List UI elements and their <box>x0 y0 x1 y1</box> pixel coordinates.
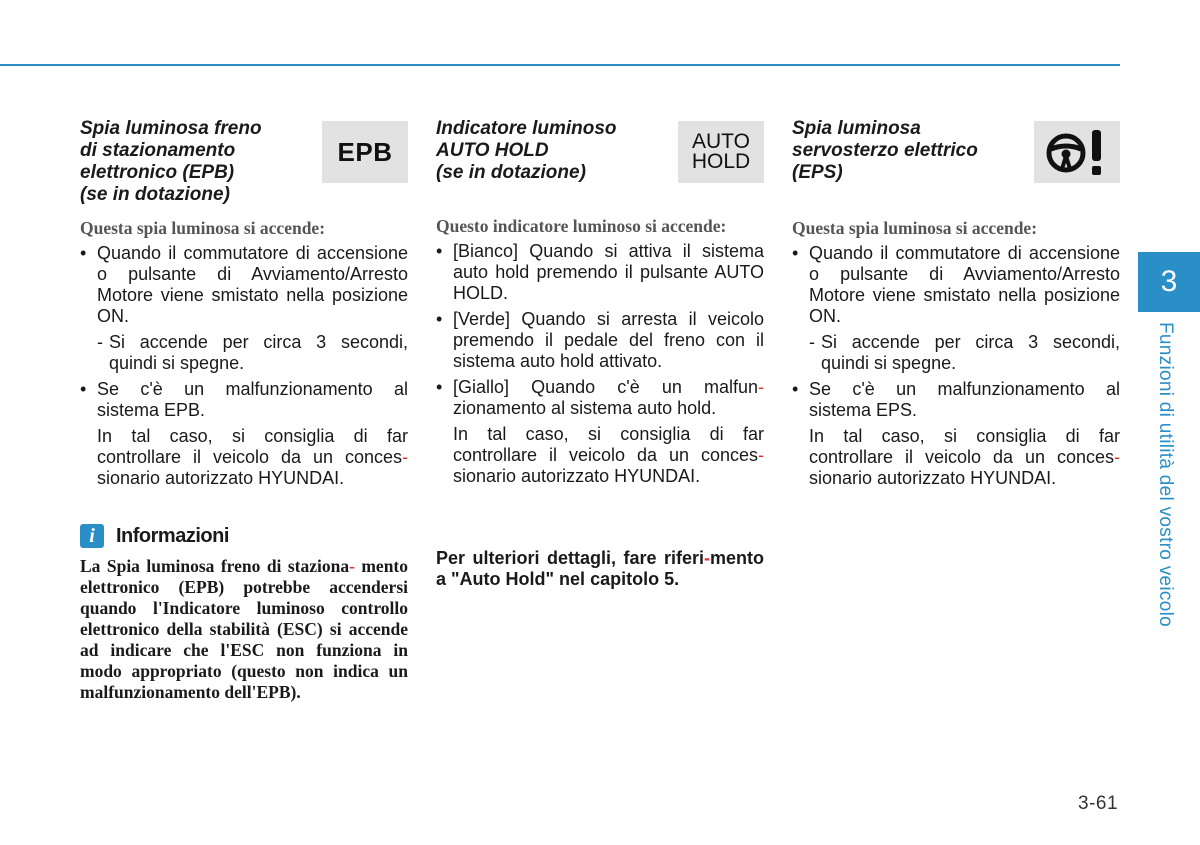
list-item <box>436 241 764 304</box>
info-heading <box>80 523 229 549</box>
auto-hold-indicator-icon <box>678 121 764 183</box>
section-heading-epb <box>80 118 305 206</box>
reference-note <box>436 548 764 590</box>
advice-paragraph <box>80 426 408 489</box>
heading-line: elettronico (EPB) <box>80 162 235 183</box>
sub-item <box>80 332 408 374</box>
bullet-icon: • <box>436 377 443 397</box>
heading-line: servosterzo elettrico <box>792 140 978 161</box>
lead-text: Questo indicatore luminoso si accende: <box>436 216 727 236</box>
heading-line: (se in dotazione) <box>436 162 586 183</box>
dash-icon: - <box>809 332 815 352</box>
heading-line: di stazionamento <box>80 140 236 161</box>
list-item-text: Se c'è un malfunzionamento al sistema EPB. <box>97 379 408 420</box>
dash-icon: - <box>97 332 103 352</box>
section-heading-eps <box>792 118 1017 184</box>
heading-line: Indicatore luminoso <box>436 118 617 139</box>
bullet-icon: • <box>792 379 799 399</box>
list-item-text: [Bianco] Quando si attiva il sistema auto hold premendo il pulsante AUTO HOLD. <box>453 241 764 303</box>
list-item-text: [Verde] Quando si arresta il veicolo premendo il pedale del freno con il sistema auto hold attivato. <box>453 309 764 371</box>
note-text: Per ulteriori dettagli, fare riferi <box>436 548 704 568</box>
heading-line: Spia luminosa freno <box>80 118 262 139</box>
steering-wheel-exclamation-icon <box>1042 126 1112 178</box>
heading-line: (se in dotazione) <box>80 184 230 205</box>
advice-text: sionario autorizzato HYUNDAI. <box>809 468 1057 488</box>
hyphen-mark: - <box>349 556 355 576</box>
icon-line: HOLD <box>691 150 751 173</box>
list-item <box>792 243 1120 327</box>
list-item <box>436 309 764 372</box>
sub-item-text: Si accende per circa 3 secondi, quindi si spegne. <box>109 332 408 373</box>
heading-line: AUTO HOLD <box>436 140 549 161</box>
hyphen-mark: - <box>758 377 764 397</box>
advice-text: sionario autorizzato HYUNDAI. <box>97 468 345 488</box>
list-item-text: [Giallo] Quando c'è un malfun <box>453 377 758 397</box>
top-rule <box>0 64 1120 66</box>
bullet-icon: • <box>80 379 87 399</box>
advice-text: In tal caso, si consiglia di far controllare il veicolo da un conces <box>97 426 408 467</box>
hyphen-mark: - <box>1114 447 1120 467</box>
steering-warning-icon <box>1034 121 1120 183</box>
hyphen-mark: - <box>402 447 408 467</box>
advice-text: In tal caso, si consiglia di far controllare il veicolo da un conces <box>809 426 1120 467</box>
hyphen-mark: - <box>704 548 710 568</box>
list-item <box>80 379 408 421</box>
bullet-icon: • <box>792 243 799 263</box>
page-number: 3-61 <box>1078 793 1119 814</box>
info-icon: i <box>80 524 104 548</box>
heading-line: Spia luminosa <box>792 118 921 139</box>
note-text: mento a "Auto Hold" nel capitolo 5. <box>436 548 764 589</box>
info-text: mento elettronico (EPB) potrebbe accendersi quando l'Indicatore luminoso controllo elettronico della stabilità (ESC) si accende ad indicare che l'ESC non funziona in modo appropriato (questo non indica un malfunzionamento dell'EPB). <box>80 556 409 702</box>
list-item <box>436 377 764 419</box>
auto-hold-body <box>436 216 764 492</box>
chapter-tab: 3 <box>1138 252 1200 312</box>
bullet-icon: • <box>80 243 87 263</box>
bullet-icon: • <box>436 309 443 329</box>
list-item <box>80 243 408 327</box>
list-item-text: Quando il commutatore di accensione o pulsante di Avviamento/Arresto Motore viene smistato nella posizione ON. <box>97 243 408 326</box>
list-item <box>792 379 1120 421</box>
hyphen-mark: - <box>758 445 764 465</box>
advice-text: In tal caso, si consiglia di far controllare il veicolo da un conces <box>453 424 764 465</box>
chapter-side-title: Funzioni di utilità del vostro veicolo <box>1155 322 1176 627</box>
icon-line: AUTO <box>692 130 750 153</box>
epb-warning-icon <box>322 121 408 183</box>
heading-line: (EPS) <box>792 162 843 183</box>
info-text: La Spia luminosa freno di staziona <box>80 556 350 576</box>
lead-text: Questa spia luminosa si accende: <box>80 218 326 238</box>
advice-paragraph <box>436 424 764 487</box>
list-item-text: zionamento al sistema auto hold. <box>453 398 717 418</box>
bullet-icon: • <box>436 241 443 261</box>
auto-hold-icon-label <box>692 132 750 172</box>
list-item-text: Se c'è un malfunzionamento al sistema EPS. <box>809 379 1120 420</box>
section-heading-auto-hold <box>436 118 661 184</box>
sub-item-text: Si accende per circa 3 secondi, quindi si spegne. <box>821 332 1120 373</box>
epb-icon-label: EPB <box>337 136 393 167</box>
info-body <box>80 556 408 703</box>
epb-body <box>80 218 408 494</box>
eps-body <box>792 218 1120 494</box>
advice-paragraph <box>792 426 1120 489</box>
list-item-text: Quando il commutatore di accensione o pulsante di Avviamento/Arresto Motore viene smistato nella posizione ON. <box>809 243 1120 326</box>
advice-text: sionario autorizzato HYUNDAI. <box>453 466 701 486</box>
info-title: Informazioni <box>116 524 229 547</box>
sub-item <box>792 332 1120 374</box>
lead-text: Questa spia luminosa si accende: <box>792 218 1038 238</box>
